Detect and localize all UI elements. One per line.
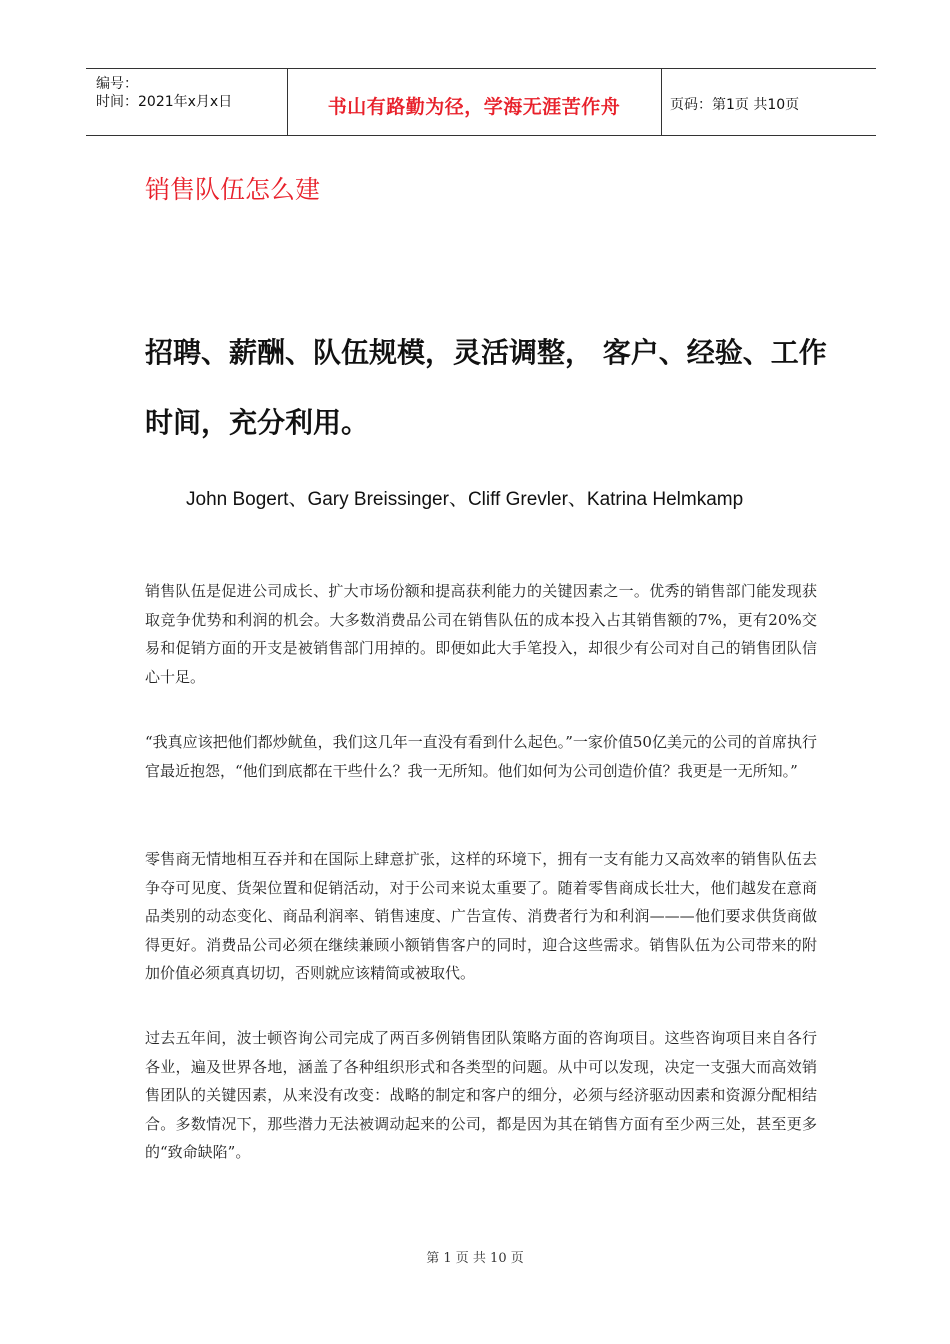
document-time-label: 时间：2021年x月x日	[96, 94, 233, 110]
document-subtitle: 招聘、薪酬、队伍规模，灵活调整， 客户、经验、工作时间，充分利用。	[145, 336, 827, 439]
header-info-cell	[86, 69, 288, 135]
document-authors: John Bogert、Gary Breissinger、Cliff Grevler、Katrina Helmkamp	[186, 489, 744, 510]
body-paragraph-3: 零售商无情地相互吞并和在国际上肆意扩张，这样的环境下，拥有一支有能力又高效率的销售队伍去争夺可见度、货架位置和促销活动，对于公司来说太重要了。随着零售商成长壮大，他们越发在意商品类别的动态变化、商品利润率、销售速度、广告宣传、消费者行为和利润———他们要求供货商做得更好。消费品公司必须在继续兼顾小额销售客户的同时，迎合这些需求。销售队伍为公司带来的附加价值必须真真切切，否则就应该精简或被取代。	[145, 850, 817, 983]
header-motto-cell	[287, 69, 662, 135]
header-motto: 书山有路勤为径，学海无涯苦作舟	[327, 96, 621, 118]
header-page-label: 页码：第1页 共10页	[670, 97, 800, 113]
body-paragraph-1: 销售队伍是促进公司成长、扩大市场份额和提高获利能力的关键因素之一。优秀的销售部门能发现获取竞争优势和利润的机会。大多数消费品公司在销售队伍的成本投入占其销售额的7%，更有20%交易和促销方面的开支是被销售部门用掉的。即便如此大手笔投入，却很少有公司对自己的销售团队信心十足。	[145, 582, 817, 686]
header-page-cell	[661, 69, 876, 135]
body-paragraph-2: “我真应该把他们都炒鱿鱼，我们这几年一直没有看到什么起色。”一家价值50亿美元的公司的首席执行官最近抱怨，“他们到底都在干些什么？我一无所知。他们如何为公司创造价值？我更是一无所知。”	[145, 733, 817, 780]
document-number-label: 编号：	[96, 76, 138, 92]
document-title: 销售队伍怎么建	[145, 175, 321, 204]
page-footer: 第 1 页 共 10 页	[426, 1251, 524, 1266]
document-header-table	[86, 68, 876, 136]
body-paragraph-4: 过去五年间，波士顿咨询公司完成了两百多例销售团队策略方面的咨询项目。这些咨询项目来自各行各业，遍及世界各地，涵盖了各种组织形式和各类型的问题。从中可以发现，决定一支强大而高效销售团队的关键因素，从来没有改变：战略的制定和客户的细分，必须与经济驱动因素和资源分配相结合。多数情况下，那些潜力无法被调动起来的公司，都是因为其在销售方面有至少两三处，甚至更多的“致命缺陷”。	[145, 1029, 817, 1162]
